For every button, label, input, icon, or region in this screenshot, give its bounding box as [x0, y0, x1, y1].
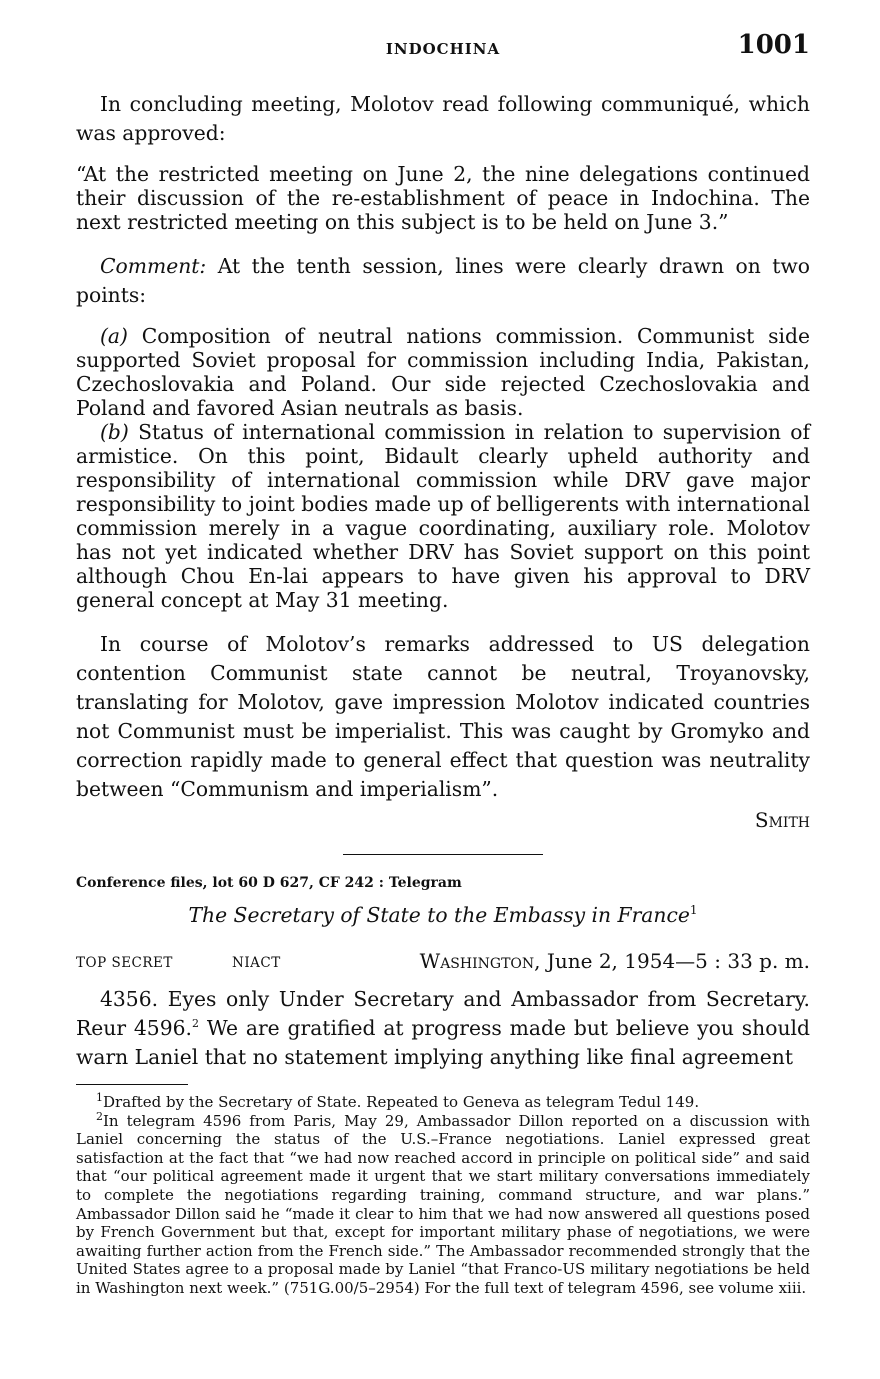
- source-line: Conference files, lot 60 D 627, CF 242 : Telegram: [76, 875, 462, 891]
- telegram-footnote-ref: 2: [191, 1017, 199, 1031]
- telegram-rest: We are gratified at progress made but believe you should warn Laniel that no statement implying anything like final agreement: [76, 1016, 810, 1069]
- paragraph-point-a: [76, 324, 810, 420]
- section-divider: [343, 854, 543, 855]
- place-name: Washington: [419, 949, 535, 973]
- page-number: 1001: [737, 30, 810, 60]
- footnote-2-number: 2: [96, 1109, 103, 1123]
- point-a-label: (a): [100, 324, 128, 348]
- telegram-header: [76, 947, 810, 977]
- document-title: [76, 903, 810, 927]
- document-title-text: The Secretary of State to the Embassy in France: [188, 903, 690, 927]
- paragraph-concluding: In concluding meeting, Molotov read following communiqué, which was approved:: [76, 92, 810, 145]
- footnote-1-text: Drafted by the Secretary of State. Repeated to Geneva as telegram Tedul 149.: [103, 1093, 700, 1111]
- place-date: [420, 949, 810, 973]
- telegram-lead: 4356. Eyes only Under Secretary and Ambassador from Secretary. Reur 4596.: [76, 987, 810, 1040]
- comment-label: Comment:: [100, 254, 207, 278]
- point-a-text: Composition of neutral nations commission. Communist side supported Soviet proposal for commission including India, Pakistan, Czechoslovakia and Poland. Our side rejected Czechoslovakia and Poland and favored Asian neutrals as basis.: [76, 324, 810, 420]
- footnote-2: [76, 1109, 810, 1298]
- comment-text: At the tenth session, lines were clearly drawn on two points:: [76, 254, 810, 307]
- footnote-2-text: In telegram 4596 from Paris, May 29, Ambassador Dillon reported on a discussion with Laniel concerning the status of the U.S.–France negotiations. Laniel expressed great satisfaction at the fact that “we had now reached accord in principle on political side” and said that “our political agreement made it urgent that we start military conversations immediately to complete the negotiations regarding training, command structure, and war plans.” Ambassador Dillon said he “made it clear to him that we had now answered all questions posed by French Government but that, except for important military phase of negotiations, we were awaiting further action from the French side.” The Ambassador recommended strongly that the United States agree to a proposal made by Laniel “that Franco-US military negotiations be held in Washington next week.” (751G.00/5–2954) For the full text of telegram 4596, see volume xiii.: [76, 1111, 810, 1297]
- running-head: [76, 0, 810, 90]
- precedence-label: NIACT: [232, 955, 281, 971]
- date-time: , June 2, 1954—5 : 33 p. m.: [534, 949, 810, 973]
- paragraph-communique-quote: “At the restricted meeting on June 2, the nine delegations continued their discussion of the re-establishment of peace in Indochina. The next restricted meeting on this subject is to be held on June 3.”: [76, 162, 810, 234]
- running-head-title: INDOCHINA: [385, 40, 501, 58]
- signature: Smith: [754, 808, 810, 832]
- point-b-label: (b): [100, 420, 129, 444]
- document-title-footnote-ref: 1: [689, 903, 698, 918]
- classification-label: TOP SECRET: [76, 955, 173, 971]
- paragraph-comment: [76, 252, 810, 310]
- paragraph-point-b: [76, 420, 810, 612]
- point-b-text: Status of international commission in relation to supervision of armistice. On this point, Bidault clearly upheld authority and responsibility of international commission while DRV gave major responsibility to joint bodies made up of belligerents with international commission merely in a vague coordinating, auxiliary role. Molotov has not yet indicated whether DRV has Soviet support on this point although Chou En-lai appears to have given his approval to DRV general concept at May 31 meeting.: [76, 420, 810, 612]
- footnote-1-number: 1: [96, 1091, 103, 1104]
- footnote-1: [76, 1093, 810, 1112]
- paragraph-telegram-body: [76, 985, 810, 1072]
- paragraph-molotov-remarks: In course of Molotov’s remarks addressed to US delegation contention Communist state cannot be neutral, Troyanovsky, translating for Molotov, gave impression Molotov indicated countries not Communist must be imperialist. This was caught by Gromyko and correction rapidly made to general effect that question was neutrality between “Communism and imperialism”.: [76, 632, 810, 801]
- footnote-rule: [76, 1084, 188, 1085]
